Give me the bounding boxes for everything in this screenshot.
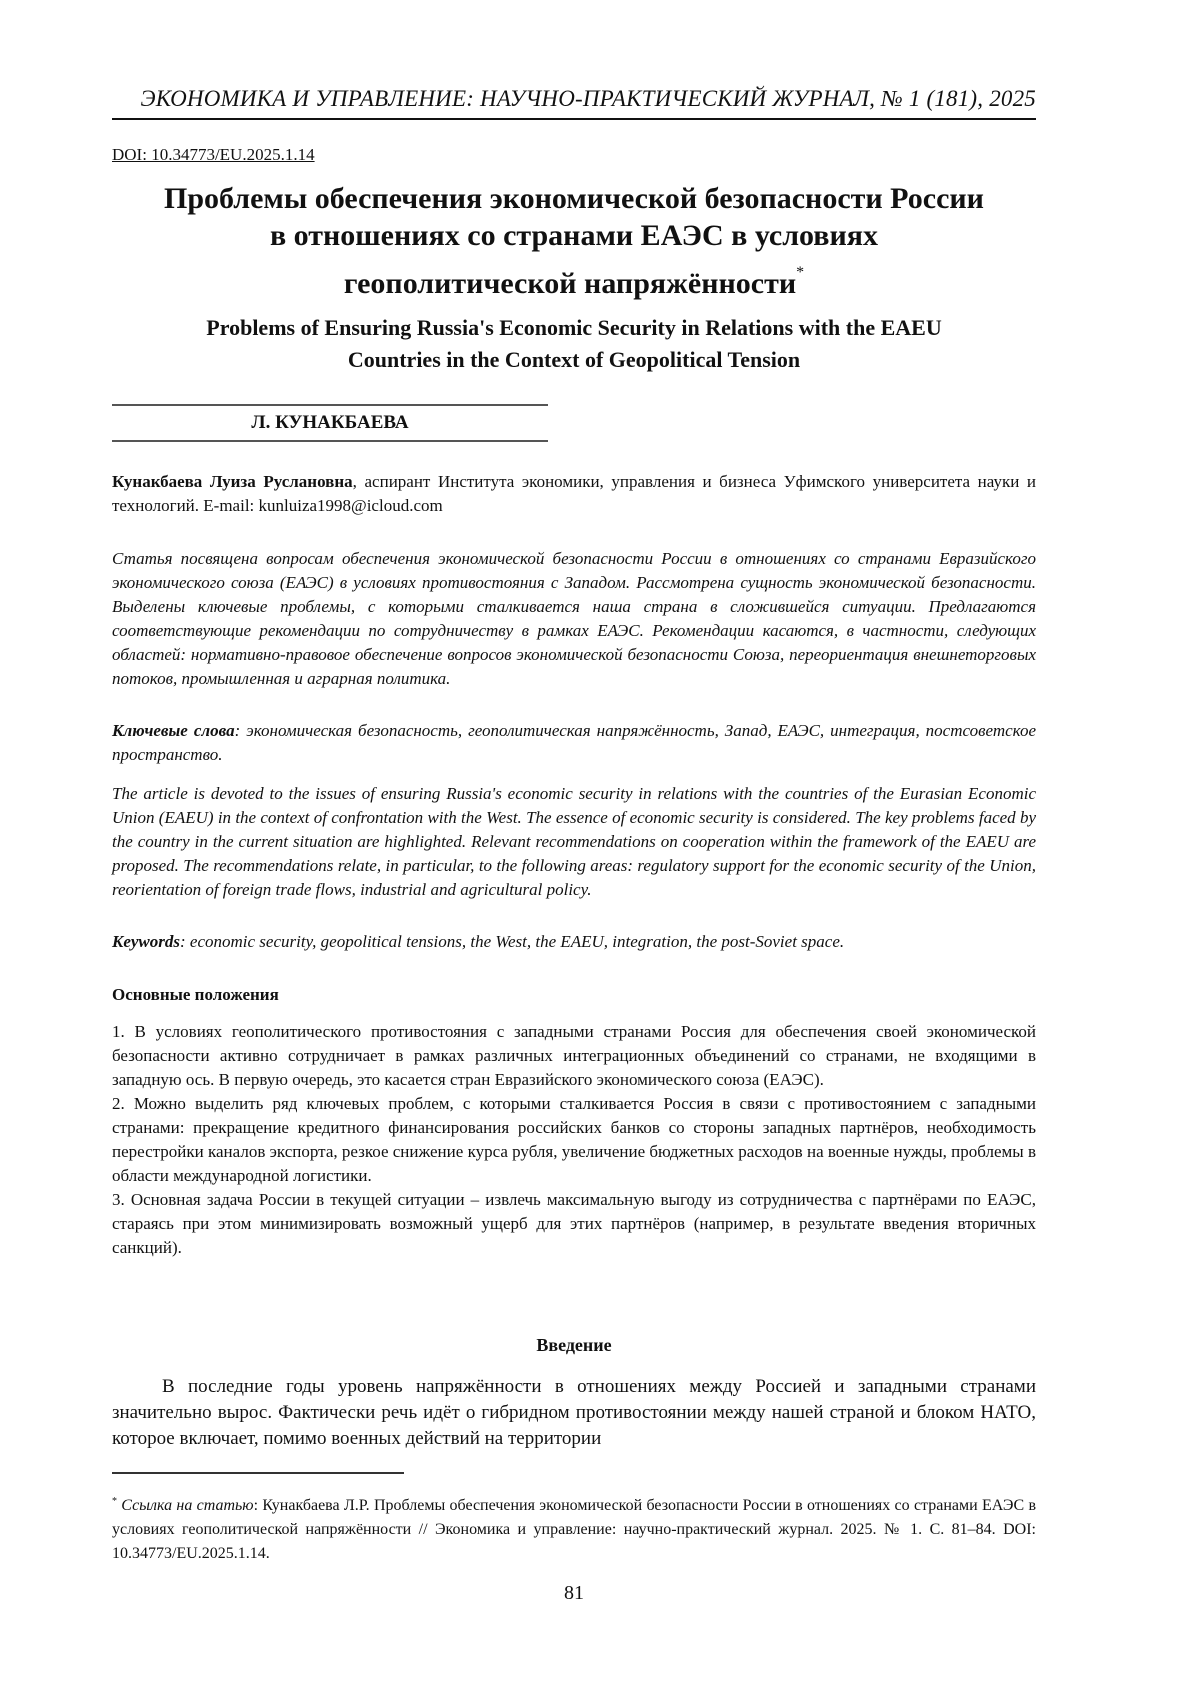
keywords-ru [112,719,1036,767]
citation-footnote [112,1490,1036,1566]
title-ru-line-3 [112,254,1036,302]
article-title-ru [112,180,1036,302]
keywords-en-label: Keywords [112,932,180,951]
main-point-1: 1. В условиях геополитического противостояния с западными странами Россия для обеспечения своей экономической безопасности активно сотрудничает в рамках различных интеграционных объединений со странами, не входящими в западную ось. В первую очередь, это касается стран Евразийского экономического союза (ЕАЭС). [112,1022,1036,1089]
title-en-line-2: Countries in the Context of Geopolitical Tension [347,347,801,372]
introduction-text: В последние годы уровень напряжённости в отношениях между Россией и западными странами значительно вырос. Фактически речь идёт о гибридном противостоянии между нашей страной и блоком НАТО, которое включает, помимо военных действий на территории [112,1376,1036,1449]
author-short-name: Л. КУНАКБАЕВА [251,412,409,433]
main-point-3: 3. Основная задача России в текущей ситуации – извлечь максимальную выгоду из сотрудничества с партнёрами по ЕАЭС, стараясь при этом минимизировать возможный ущерб для этих партнёров (например, в результате введения вторичных санкций). [112,1190,1036,1257]
title-ru-line-1: Проблемы обеспечения экономической безопасности России [164,182,984,215]
keywords-ru-text: : экономическая безопасность, геополитическая напряжённость, Запад, ЕАЭС, интеграция, постсоветское пространство. [112,721,1036,764]
footnote-mark[interactable]: * [796,264,805,281]
keywords-en-text: : economic security, geopolitical tensions, the West, the EAEU, integration, the post-Soviet space. [180,932,845,951]
author-rule-bottom [112,440,548,442]
footnote-rule [112,1472,404,1474]
keywords-ru-label: Ключевые слова [112,721,235,740]
main-point-2: 2. Можно выделить ряд ключевых проблем, с которыми сталкивается Россия в связи с противостоянием с западными странами: прекращение кредитного финансирования российских банков со стороны западных партнёров, необходимость перестройки каналов экспорта, резкое снижение курса рубля, увеличение бюджетных расходов на военные нужды, проблемы в области международной логистики. [112,1094,1036,1185]
author-rule-top [112,404,548,406]
title-ru-line-2: в отношениях со странами ЕАЭС в условиях [269,219,879,252]
footnote-label: Ссылка на статью [121,1497,254,1514]
footnote-mark-bottom: * [112,1496,117,1507]
introduction-heading: Введение [536,1335,612,1355]
footnote-text: : Кунакбаева Л.Р. Проблемы обеспечения экономической безопасности России в отношениях со странами ЕАЭС в условиях геополитической напряжённости // Экономика и управление: научно-практический журнал. 2025. № 1. С. 81–84. DOI: 10.34773/EU.2025.1.14. [112,1497,1036,1562]
title-en-line-1: Problems of Ensuring Russia's Economic Security in Relations with the EAEU [206,315,942,340]
article-title-en [112,312,1036,376]
author-affiliation [112,470,1036,518]
affiliation-text: , аспирант Института экономики, управления и бизнеса Уфимского университета науки и технологий. E-mail: kunluiza1998@icloud.com [112,472,1036,515]
abstract-ru: Статья посвящена вопросам обеспечения экономической безопасности России в отношениях со странами Евразийского экономического союза (ЕАЭС) в условиях противостояния с Западом. Рассмотрена сущность экономической безопасности. Выделены ключевые проблемы, с которыми сталкивается наша страна в сложившейся ситуации. Предлагаются соответствующие рекомендации по сотрудничеству в рамках ЕАЭС. Рекомендации касаются, в частности, следующих областей: нормативно-правовое обеспечение вопросов экономической безопасности Союза, переориентация внешнеторговых потоков, промышленная и аграрная политика. [112,549,1036,688]
header-rule [112,118,1036,120]
abstract-en: The article is devoted to the issues of ensuring Russia's economic security in relations with the countries of the Eurasian Economic Union (EAEU) in the context of confrontation with the West. The essence of economic security is considered. The key problems faced by the country in the current situation are highlighted. Relevant recommendations on cooperation within the framework of the EAEU are proposed. The recommendations relate, in particular, to the following areas: regulatory support for the economic security of the Union, reorientation of foreign trade flows, industrial and agricultural policy. [112,784,1036,899]
doi-link[interactable]: DOI: 10.34773/EU.2025.1.14 [112,145,315,164]
keywords-en [112,930,1036,954]
page-number: 81 [564,1582,584,1604]
running-head: ЭКОНОМИКА И УПРАВЛЕНИЕ: НАУЧНО-ПРАКТИЧЕСКИЙ ЖУРНАЛ, № 1 (181), 2025 [140,86,1036,111]
author-full-name: Кунакбаева Луиза Руслановна [112,472,353,491]
title-ru-line-3-text: геополитической напряжённости [343,267,797,300]
main-points-list [112,1020,1036,1260]
main-points-heading: Основные положения [112,985,279,1004]
